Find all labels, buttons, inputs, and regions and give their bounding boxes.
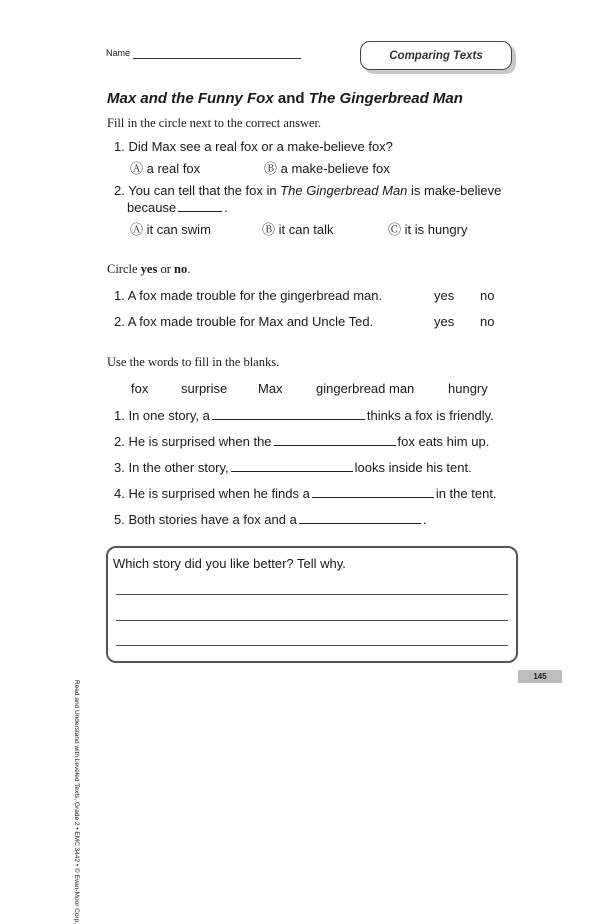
- writing-line-2[interactable]: [116, 620, 508, 621]
- fill-item-2-blank[interactable]: [274, 444, 396, 446]
- s2-no-word: no: [174, 262, 188, 276]
- word-bank-hungry: hungry: [448, 381, 488, 396]
- fill-blank-item-3: [114, 460, 472, 475]
- question-2-line-2: [127, 200, 228, 215]
- fill-item-1-blank[interactable]: [212, 418, 365, 420]
- word-bank-max: Max: [258, 381, 283, 396]
- word-bank-fox: fox: [131, 381, 149, 396]
- fill-item-1-before: 1. In one story, a: [114, 408, 210, 423]
- s2-instr-end: .: [187, 262, 191, 276]
- fill-item-4-blank[interactable]: [312, 496, 434, 498]
- fill-item-2-before: 2. He is surprised when the: [114, 434, 272, 449]
- q2-prefix: 2. You can tell that the fox in: [114, 183, 281, 198]
- yesno-item-1: 1. A fox made trouble for the gingerbread man.: [114, 288, 383, 303]
- q1-option-b[interactable]: Ⓑ a make-believe fox: [264, 161, 390, 176]
- section2-instruction: [107, 262, 190, 277]
- title-and: and: [273, 90, 309, 107]
- q2-blank[interactable]: [178, 210, 222, 212]
- yesno-item-1-no[interactable]: no: [480, 288, 495, 303]
- word-bank-gingerbread-man: gingerbread man: [316, 381, 415, 396]
- name-label: Name: [106, 48, 131, 58]
- s2-instr-prefix: Circle: [107, 262, 141, 276]
- q2-period: .: [224, 200, 228, 215]
- fill-blank-item-5: [114, 512, 426, 527]
- q2-italic-title: The Gingerbread Man: [280, 183, 408, 198]
- writing-prompt: Which story did you like better? Tell why.: [113, 556, 346, 571]
- writing-line-1[interactable]: [116, 594, 508, 595]
- page-number: 145: [518, 670, 562, 683]
- q1-option-a[interactable]: Ⓐ a real fox: [130, 161, 201, 176]
- question-1: 1. Did Max see a real fox or a make-believe fox?: [114, 139, 393, 154]
- fill-item-3-before: 3. In the other story,: [114, 460, 229, 475]
- side-copyright: Read and Understand with Leveled Texts, Grade 2 • EMC 3442 • © Evan-Moor Corp.: [73, 680, 80, 924]
- s2-or-word: or: [157, 262, 175, 276]
- fill-item-1-after: thinks a fox is friendly.: [366, 408, 494, 423]
- section1-instruction: Fill in the circle next to the correct answer.: [107, 116, 322, 130]
- section-tab: Comparing Texts: [360, 41, 512, 70]
- q2-option-a[interactable]: Ⓐ it can swim: [130, 222, 211, 237]
- q2-suffix: is make-believe: [407, 183, 502, 198]
- fill-item-5-before: 5. Both stories have a fox and a: [114, 512, 297, 527]
- word-bank-surprise: surprise: [181, 381, 228, 396]
- fill-blank-item-2: [114, 434, 489, 449]
- title-part-1: Max and the Funny Fox: [107, 90, 274, 107]
- fill-item-5-blank[interactable]: [299, 522, 421, 524]
- question-2: [114, 183, 501, 198]
- fill-item-3-blank[interactable]: [231, 470, 353, 472]
- q2-option-c[interactable]: Ⓒ it is hungry: [388, 222, 468, 237]
- fill-blank-item-1: [114, 408, 494, 423]
- name-line[interactable]: [133, 58, 301, 59]
- yesno-item-2-no[interactable]: no: [480, 314, 495, 329]
- fill-item-4-after: in the tent.: [435, 486, 497, 501]
- page-title: [107, 90, 463, 107]
- fill-blank-item-4: [114, 486, 497, 501]
- title-part-2: The Gingerbread Man: [308, 90, 463, 107]
- q2-because: because: [127, 200, 177, 215]
- fill-item-2-after: fox eats him up.: [397, 434, 490, 449]
- yesno-item-1-yes[interactable]: yes: [434, 288, 455, 303]
- fill-item-5-after: .: [422, 512, 427, 527]
- section3-instruction: Use the words to fill in the blanks.: [107, 355, 280, 369]
- yesno-item-2: 2. A fox made trouble for Max and Uncle Ted.: [114, 314, 374, 329]
- s2-yes-word: yes: [140, 262, 158, 276]
- fill-item-3-after: looks inside his tent.: [354, 460, 472, 475]
- fill-item-4-before: 4. He is surprised when he finds a: [114, 486, 310, 501]
- writing-line-3[interactable]: [116, 645, 508, 646]
- yesno-item-2-yes[interactable]: yes: [434, 314, 455, 329]
- q2-option-b[interactable]: Ⓑ it can talk: [262, 222, 334, 237]
